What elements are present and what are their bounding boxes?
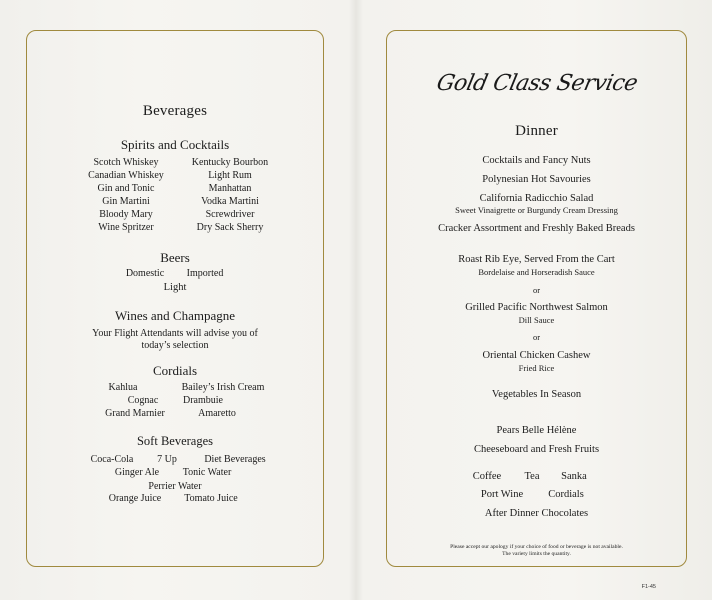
cordials-heading: Cordials <box>152 363 198 378</box>
menu-item: Light Rum <box>208 170 252 181</box>
menu-item: Gin and Tonic <box>97 183 155 194</box>
menu-item: Drambuie <box>183 395 223 406</box>
wines-note-line2: today’s selection <box>141 340 209 351</box>
menu-item: Screwdriver <box>205 209 255 220</box>
menu-item-description: Fried Rice <box>518 363 555 373</box>
menu-item: Amaretto <box>198 408 236 419</box>
menu-item: Scotch Whiskey <box>93 157 159 168</box>
beverages-title: Beverages <box>142 103 208 119</box>
menu-item-description: Bordelaise and Horseradish Sauce <box>478 267 595 277</box>
beverages-panel <box>26 30 324 567</box>
menu-item: Pears Belle Hélène <box>496 425 577 436</box>
menu-item: Bloody Mary <box>99 209 153 220</box>
menu-item: Canadian Whiskey <box>88 170 164 181</box>
wines-heading: Wines and Champagne <box>114 308 236 323</box>
menu-item: Gin Martini <box>102 196 150 207</box>
menu-item: After Dinner Chocolates <box>484 508 589 519</box>
menu-item: Sanka <box>561 471 587 482</box>
or-separator: or <box>532 285 541 295</box>
or-separator: or <box>532 332 541 342</box>
dinner-title: Dinner <box>515 123 558 139</box>
menu-item-description: Sweet Vinaigrette or Burgundy Cream Dressing <box>455 205 618 215</box>
menu-item: Cognac <box>127 395 159 406</box>
menu-item: Imported <box>186 268 224 279</box>
menu-item: Grand Marnier <box>105 408 165 419</box>
wines-note-line1: Your Flight Attendants will advise you of <box>92 328 258 339</box>
menu-item: Domestic <box>125 268 165 279</box>
menu-item: Light <box>163 282 187 293</box>
menu-item: Orange Juice <box>108 493 162 504</box>
menu-item: Kahlua <box>108 382 138 393</box>
menu-item: Bailey’s Irish Cream <box>181 382 265 393</box>
print-code: F1-45 <box>641 584 656 590</box>
menu-item: Oriental Chicken Cashew <box>482 350 591 361</box>
menu-item: Manhattan <box>208 183 252 194</box>
menu-item: Cheeseboard and Fresh Fruits <box>473 444 600 455</box>
disclaimer-line2: The variety limits the quantity. <box>502 551 571 557</box>
menu-item-description: Dill Sauce <box>518 315 555 325</box>
menu-item: Kentucky Bourbon <box>191 157 269 168</box>
menu-item: Cocktails and Fancy Nuts <box>482 155 591 166</box>
menu-item: Tea <box>524 471 540 482</box>
dinner-panel <box>386 30 687 567</box>
menu-item: Vegetables In Season <box>491 389 582 400</box>
menu-item: Port Wine <box>480 489 524 500</box>
menu-item: Roast Rib Eye, Served From the Cart <box>458 254 615 265</box>
menu-item: Tonic Water <box>182 467 232 478</box>
menu-item: Dry Sack Sherry <box>196 222 264 233</box>
spirits-heading: Spirits and Cocktails <box>120 137 230 152</box>
menu-item: Diet Beverages <box>204 454 266 465</box>
menu-item: Ginger Ale <box>114 467 160 478</box>
menu-item: Polynesian Hot Savouries <box>482 174 591 185</box>
menu-item: Coffee <box>472 471 502 482</box>
disclaimer-line1: Please accept our apology if your choice of food or beverage is not available. <box>450 544 623 550</box>
beers-heading: Beers <box>160 250 190 265</box>
menu-item: Perrier Water <box>148 481 202 492</box>
menu-item: Coca-Cola <box>90 454 134 465</box>
script-title: Gold Class Service <box>433 71 640 96</box>
menu-item: 7 Up <box>157 454 177 465</box>
menu-item: Cordials <box>548 489 584 500</box>
menu-item: Tomato Juice <box>184 493 238 504</box>
menu-item: California Radicchio Salad <box>479 193 594 204</box>
menu-item: Vodka Martini <box>201 196 259 207</box>
gold-class-service-title <box>387 71 686 96</box>
menu-item: Cracker Assortment and Freshly Baked Breads <box>438 223 635 234</box>
menu-item: Wine Spritzer <box>98 222 154 233</box>
soft-beverages-heading: Soft Beverages <box>136 434 214 448</box>
menu-item: Grilled Pacific Northwest Salmon <box>465 302 608 313</box>
